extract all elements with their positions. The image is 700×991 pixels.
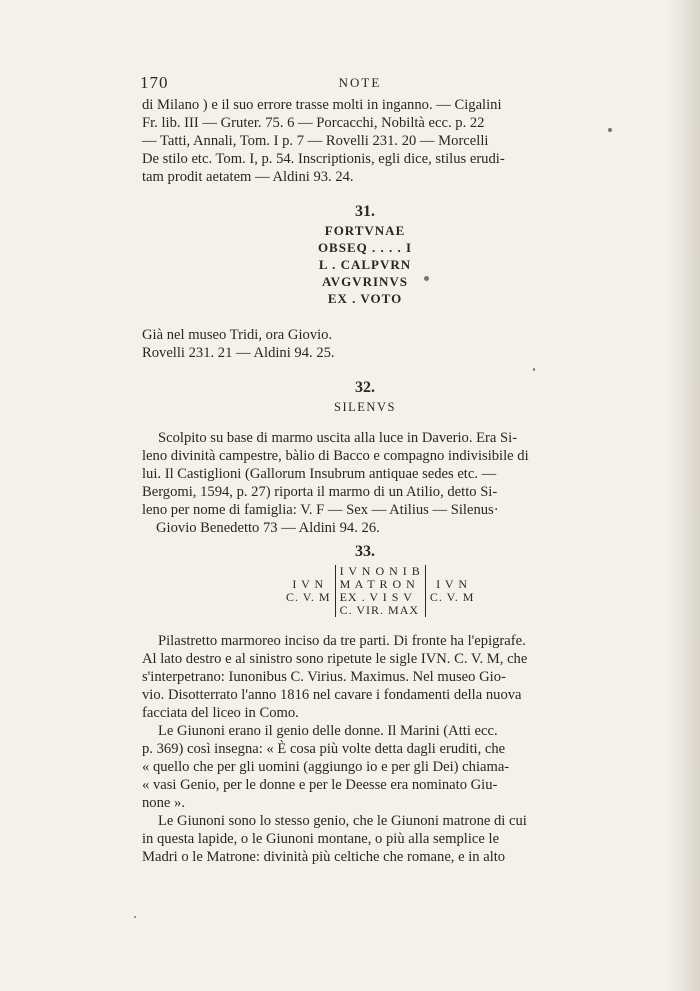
text-line: — Tatti, Annali, Tom. I p. 7 — Rovelli 231. 20 — Morcelli [142, 133, 489, 149]
text-line: Pilastretto marmoreo inciso da tre parti. Di fronte ha l'epigrafe. [158, 633, 526, 649]
text-line: di Milano ) e il suo errore trasse molti in inganno. — Cigalini [142, 97, 502, 113]
paper-speck [608, 128, 612, 132]
text-line: De stilo etc. Tom. I, p. 54. Inscriptionis, egli dice, stilus erudi- [142, 151, 505, 167]
inscription-line: C. VIR. MAX [339, 603, 420, 617]
paper-speck [134, 916, 136, 918]
text-line: p. 369) così insegna: « È cosa più volte detta dagli eruditi, che [142, 741, 506, 757]
page-number: 170 [140, 73, 169, 92]
text-line: lui. Il Castiglioni (Gallorum Insubrum antiquae sedes etc. — [142, 466, 497, 482]
inscription-line: I V N [436, 577, 469, 591]
text-line: Rovelli 231. 21 — Aldini 94. 25. [142, 345, 335, 361]
text-line: Madri o le Matrone: divinità più celtiche che romane, e in alto [142, 849, 506, 865]
inscription-line: C. V. M [286, 590, 331, 604]
inscription-line: AVGVRINVS [321, 274, 409, 289]
text-line: « vasi Genio, per le donne e per le Deesse era nominato Giu- [142, 777, 498, 793]
entry-31-number: 31. [355, 203, 375, 220]
text-line: Giovio Benedetto 73 — Aldini 94. 26. [156, 520, 380, 536]
inscription-line: M A T R O N [339, 577, 416, 591]
text-line: leno divinità campestre, bàlio di Bacco e compagno indivisibile di [142, 448, 529, 464]
text-line: Fr. lib. III — Gruter. 75. 6 — Porcacchi, Nobiltà ecc. p. 22 [142, 115, 485, 131]
text-line: Già nel museo Tridi, ora Giovio. [142, 327, 333, 343]
text-line: Al lato destro e al sinistro sono ripetute le sigle IVN. C. V. M, che [142, 651, 528, 667]
inscription-line: EX . V I S V [339, 590, 413, 604]
entry-33-number: 33. [355, 543, 375, 560]
entry-33-text [142, 632, 588, 866]
inscription-line: C. V. M [429, 590, 475, 604]
text-line: « quello che per gli uomini (aggiungo io e per gli Dei) chiama- [142, 759, 510, 775]
left-face [282, 565, 335, 617]
page-header [140, 73, 580, 95]
text-line: leno per nome di famiglia: V. F — Sex — Atilius — Silenus· [142, 502, 499, 518]
entry-31-inscription [142, 222, 588, 307]
text-line: none ». [142, 795, 185, 811]
text-line: Le Giunoni erano il genio delle donne. Il Marini (Atti ecc. [158, 723, 498, 739]
entry-32-number: 32. [355, 379, 375, 396]
front-face [335, 565, 425, 617]
text-line: Scolpito su base di marmo uscita alla luce in Daverio. Era Si- [158, 430, 518, 446]
text-line: Bergomi, 1594, p. 27) riporta il marmo di un Atilio, detto Si- [142, 484, 498, 500]
text-line: in questa lapide, o le Giunoni montane, o più alla semplice le [142, 831, 500, 847]
running-title: NOTE [338, 75, 382, 90]
inscription-line: EX . VOTO [327, 291, 403, 306]
text-line: vio. Disotterrato l'anno 1816 nel cavare i fondamenti della nuova [142, 687, 522, 703]
right-face [425, 565, 478, 617]
paper-speck [533, 368, 535, 371]
intro-paragraph [142, 96, 588, 186]
entry-32-title: SILENVS [334, 400, 396, 414]
inscription-line: I V N O N I B [339, 564, 421, 578]
text-line: Le Giunoni sono lo stesso genio, che le Giunoni matrone di cui [158, 813, 527, 829]
text-line: tam prodit aetatem — Aldini 93. 24. [142, 169, 354, 185]
entry-32-text [142, 429, 588, 537]
entry-31-notes [142, 326, 588, 362]
inscription-line: L . CALPVRN [318, 257, 412, 272]
text-line: facciata del liceo in Como. [142, 705, 299, 721]
inscription-line: OBSEQ . . . . I [317, 240, 413, 255]
entry-33-inscription [282, 565, 478, 617]
inscription-line: I V N [292, 577, 325, 591]
page-edge-shadow [666, 0, 700, 991]
text-line: s'interpetrano: Iunonibus C. Virius. Maximus. Nel museo Gio- [142, 669, 506, 685]
inscription-line: FORTVNAE [324, 223, 406, 238]
paper-speck [424, 276, 429, 281]
